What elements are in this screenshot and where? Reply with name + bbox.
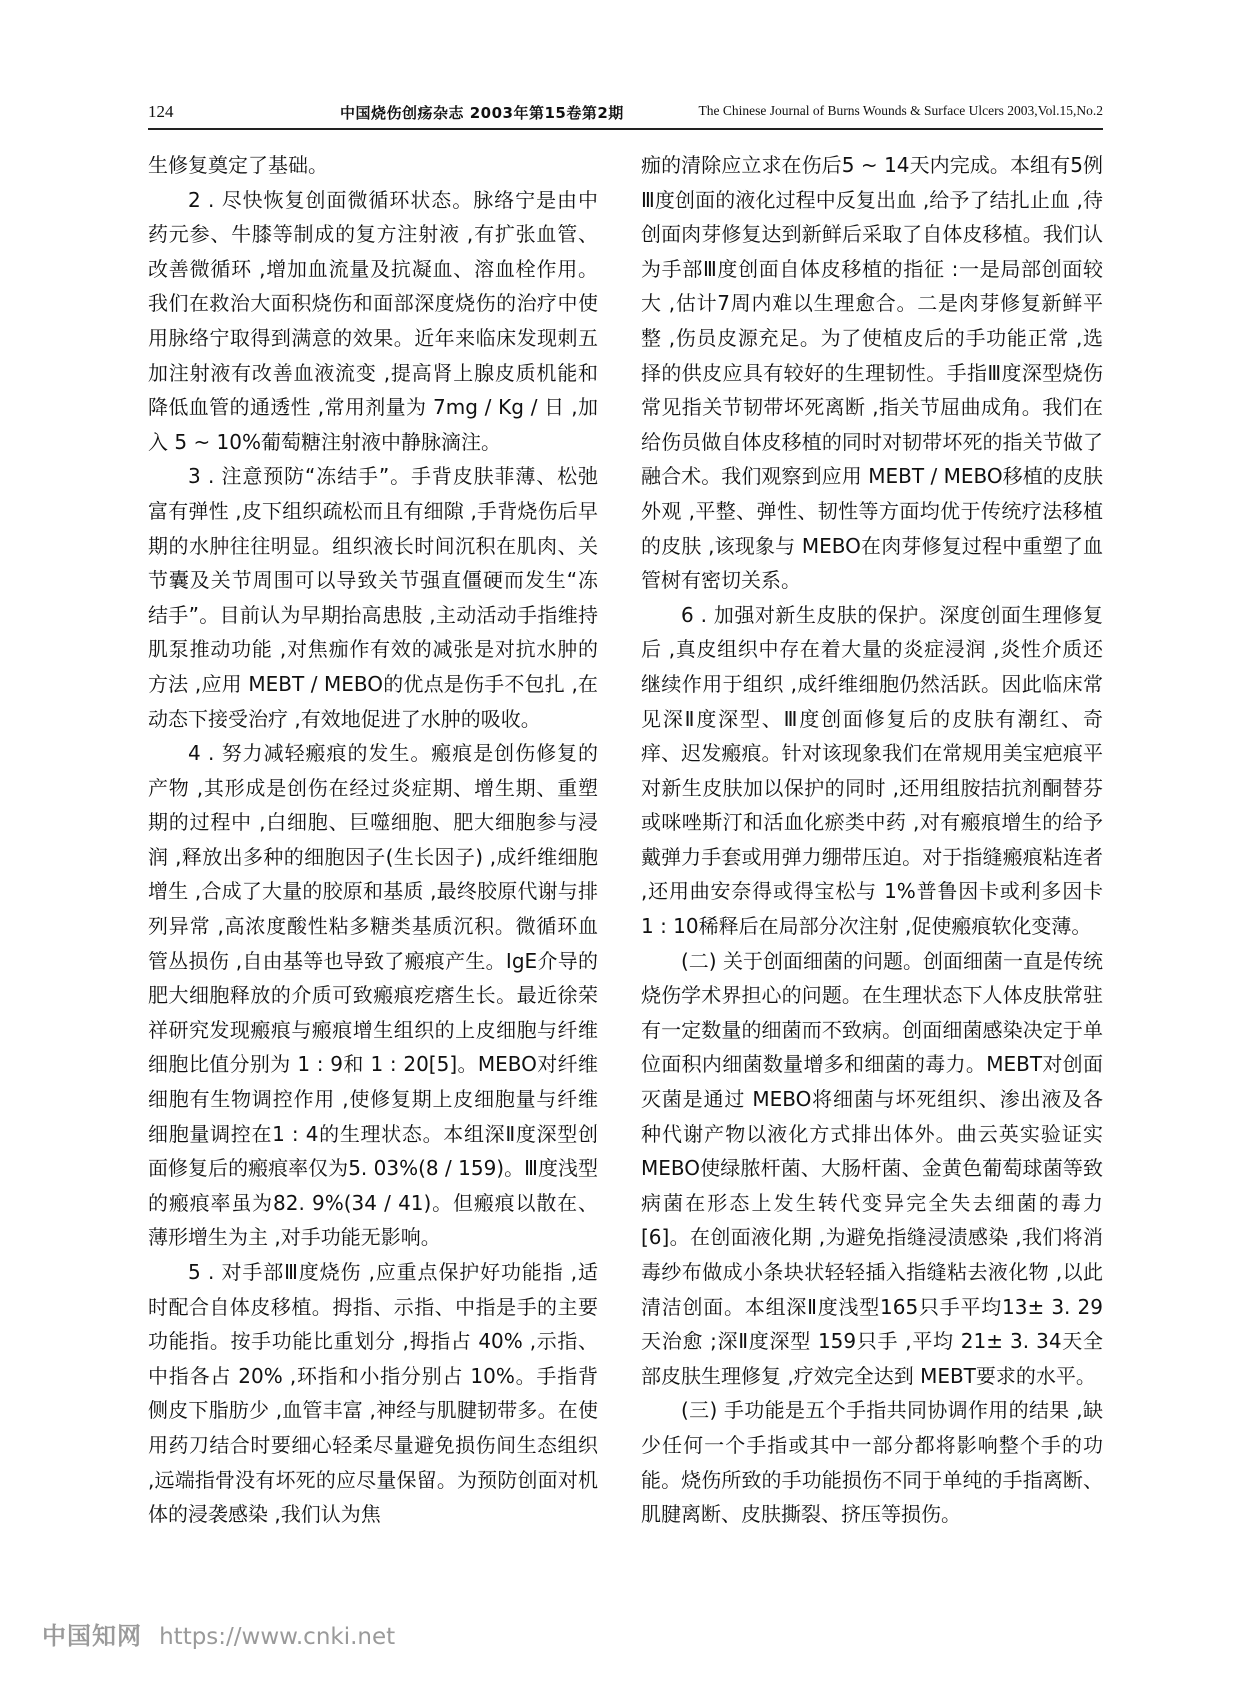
running-header bbox=[148, 100, 1103, 130]
left-column bbox=[148, 148, 598, 1532]
paragraph-continuation: 生修复奠定了基础。 bbox=[148, 153, 328, 177]
paragraph-microcirculation: 2 . 尽快恢复创面微循环状态。脉络宁是由中药元参、牛膝等制成的复方注射液 ,有扩张血管、改善微循环 ,增加血流量及抗凝血、溶血栓作用。我们在救治大面积烧伤和面部深度烧伤的治疗中使用脉络宁取得到满意的效果。近年来临床发现刺五加注射液有改善血液流变 ,提高肾上腺皮质机能和降低血管的通透性 ,常用剂量为 7mg / Kg / 日 ,加入 5 ~ 10%葡萄糖注射液中静脉滴注。 bbox=[148, 187, 598, 454]
cnki-logo-text: 中国知网 bbox=[42, 1622, 142, 1650]
journal-title-cn: 中国烧伤创疡杂志 2003年第15卷第2期 bbox=[340, 104, 624, 122]
paragraph-scar: 4 . 努力减轻瘢痕的发生。瘢痕是创伤修复的产物 ,其形成是创伤在经过炎症期、增生期、重塑期的过程中 ,白细胞、巨噬细胞、肥大细胞参与浸润 ,释放出多种的细胞因子(生长因子) ,成纤维细胞增生 ,合成了大量的胶原和基质 ,最终胶原代谢与排列异常 ,高浓度酸性粘多糖类基质沉积。微循环血管丛损伤 ,自由基等也导致了瘢痕产生。IgE介导的肥大细胞释放的介质可致瘢痕疙瘩生长。最近徐荣祥研究发现瘢痕与瘢痕增生组织的上皮细胞与纤维细胞比值分别为 1 : 9和 1 : 20[5]。MEBO对纤维细胞有生物调控作用 ,使修复期上皮细胞量与纤维细胞量调控在1 : 4的生理状态。本组深Ⅱ度深型创面修复后的瘢痕率仅为5. 03%(8 / 159)。Ⅲ度浅型的瘢痕率虽为82. 9%(34 / 41)。但瘢痕以散在、薄形增生为主 ,对手功能无影响。 bbox=[148, 741, 598, 1250]
paragraph-new-skin-protection: 6 . 加强对新生皮肤的保护。深度创面生理修复后 ,真皮组织中存在着大量的炎症浸润 ,炎性介质还继续作用于组织 ,成纤维细胞仍然活跃。因此临床常见深Ⅱ度深型、Ⅲ度创面修复后的皮肤有潮红、奇痒、迟发瘢痕。针对该现象我们在常规用美宝疤痕平对新生皮肤加以保护的同时 ,还用组胺拮抗剂酮替芬或咪唑斯汀和活血化瘀类中药 ,对有瘢痕增生的给予戴弹力手套或用弹力绷带压迫。对于指缝瘢痕粘连者 ,还用曲安奈得或得宝松与 1%普鲁因卡或利多因卡 1 : 10稀释后在局部分次注射 ,促使瘢痕软化变薄。 bbox=[641, 602, 1103, 939]
cnki-url[interactable]: https://www.cnki.net bbox=[159, 1624, 396, 1650]
page-number: 124 bbox=[148, 102, 174, 121]
paragraph-frozen-hand: 3 . 注意预防“冻结手”。手背皮肤菲薄、松弛富有弹性 ,皮下组织疏松而且有细隙 ,手背烧伤后早期的水肿往往明显。组织液长时间沉积在肌肉、关节囊及关节周围可以导致关节强直僵硬而发生“冻结手”。目前认为早期抬高患肢 ,主动活动手指维持肌泵推动功能 ,对焦痂作有效的减张是对抗水肿的方法 ,应用 MEBT / MEBO的优点是伤手不包扎 ,在动态下接受治疗 ,有效地促进了水肿的吸收。 bbox=[148, 464, 598, 731]
right-column bbox=[641, 148, 1103, 1532]
journal-title-en: The Chinese Journal of Burns Wounds & Surface Ulcers 2003,Vol.15,No.2 bbox=[698, 103, 1103, 118]
paragraph-eschar-removal: 痂的清除应立求在伤后5 ~ 14天内完成。本组有5例Ⅲ度创面的液化过程中反复出血 ,给予了结扎止血 ,待创面肉芽修复达到新鲜后采取了自体皮移植。我们认为手部Ⅲ度创面自体皮移植的指征 :一是局部创面较大 ,估计7周内难以生理愈合。二是肉芽修复新鲜平整 ,伤员皮源充足。为了使植皮后的手功能正常 ,选择的供皮应具有较好的生理韧性。手指Ⅲ度深型烧伤常见指关节韧带坏死离断 ,指关节屈曲成角。我们在给伤员做自体皮移植的同时对韧带坏死的指关节做了融合术。我们观察到应用 MEBT / MEBO移植的皮肤外观 ,平整、弹性、韧性等方面均优于传统疗法移植的皮肤 ,该现象与 MEBO在肉芽修复过程中重塑了血管树有密切关系。 bbox=[641, 153, 1103, 593]
paragraph-third-degree-burn: 5 . 对手部Ⅲ度烧伤 ,应重点保护好功能指 ,适时配合自体皮移植。拇指、示指、中指是手的主要功能指。按手功能比重划分 ,拇指占 40% ,示指、中指各占 20% ,环指和小指分别占 10%。手指背侧皮下脂肪少 ,血管丰富 ,神经与肌腱韧带多。在使用药刀结合时要细心轻柔尽量避免损伤间生态组织 ,远端指骨没有坏死的应尽量保留。为预防创面对机体的浸袭感染 ,我们认为焦 bbox=[148, 1260, 598, 1527]
paragraph-hand-function: (三) 手功能是五个手指共同协调作用的结果 ,缺少任何一个手指或其中一部分都将影响整个手的功能。烧伤所致的手功能损伤不同于单纯的手指离断、肌腱离断、皮肤撕裂、挤压等损伤。 bbox=[641, 1398, 1103, 1527]
paragraph-wound-bacteria: (二) 关于创面细菌的问题。创面细菌一直是传统烧伤学术界担心的问题。在生理状态下人体皮肤常驻有一定数量的细菌而不致病。创面细菌感染决定于单位面积内细菌数量增多和细菌的毒力。MEBT对创面灭菌是通过 MEBO将细菌与坏死组织、渗出液及各种代谢产物以液化方式排出体外。曲云英实验证实 MEBO使绿脓杆菌、大肠杆菌、金黄色葡萄球菌等致病菌在形态上发生转代变异完全失去细菌的毒力[6]。在创面液化期 ,为避免指缝浸渍感染 ,我们将消毒纱布做成小条块状轻轻插入指缝粘去液化物 ,以此清洁创面。本组深Ⅱ度浅型165只手平均13± 3. 29天治愈 ;深Ⅱ度深型 159只手 ,平均 21± 3. 34天全部皮肤生理修复 ,疗效完全达到 MEBT要求的水平。 bbox=[641, 948, 1103, 1388]
watermark-footer bbox=[42, 1616, 395, 1650]
